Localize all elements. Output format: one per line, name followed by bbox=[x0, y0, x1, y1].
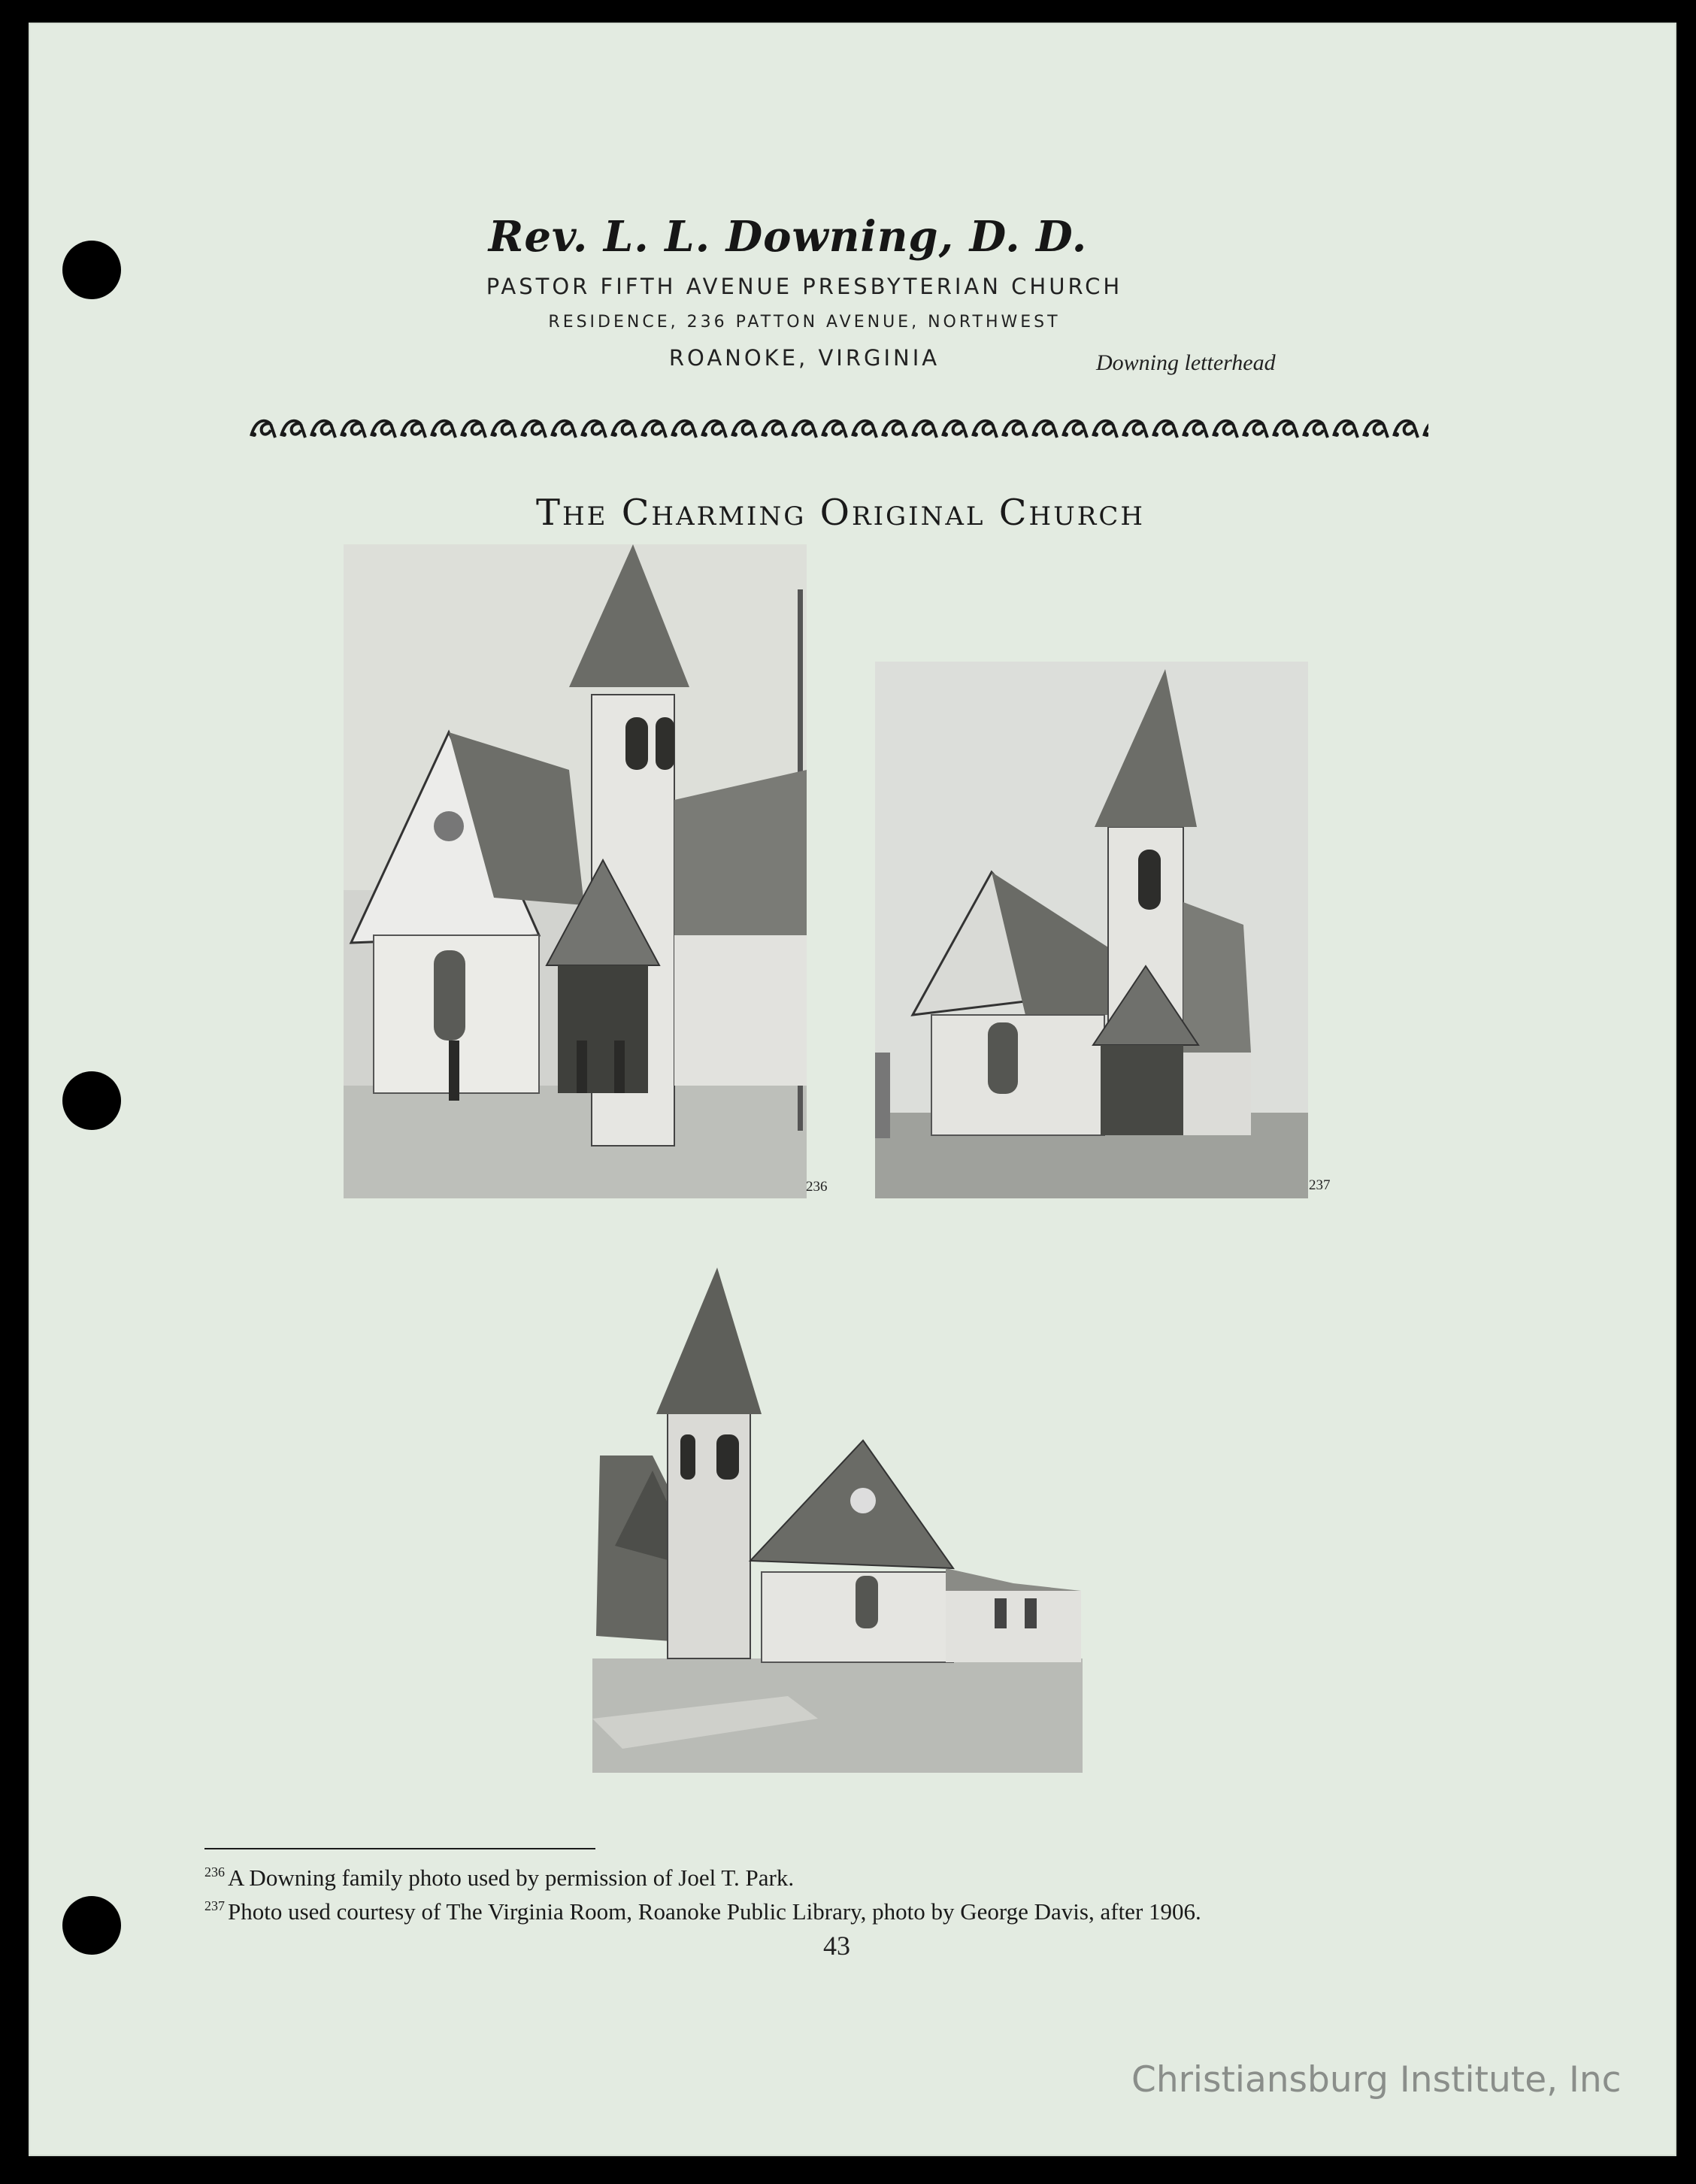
photo-label-237: 237 bbox=[1309, 1177, 1331, 1193]
letterhead-line-residence: RESIDENCE, 236 PATTON AVENUE, NORTHWEST bbox=[548, 313, 1061, 332]
ornamental-border bbox=[248, 412, 1428, 445]
footnote-text: Photo used courtesy of The Virginia Room, Roanoke Public Library, photo by George Davis, after 1906. bbox=[228, 1898, 1201, 1925]
letterhead-line-pastor: PASTOR FIFTH AVENUE PRESBYTERIAN CHURCH bbox=[486, 274, 1123, 299]
punch-hole-middle bbox=[62, 1071, 121, 1130]
page-number: 43 bbox=[823, 1931, 850, 1961]
footnote-rule bbox=[204, 1848, 595, 1849]
letterhead-name: Rev. L. L. Downing, D. D. bbox=[488, 212, 1088, 262]
church-photo-236 bbox=[344, 544, 807, 1198]
church-drawing-later bbox=[592, 1268, 1083, 1773]
letterhead-caption: Downing letterhead bbox=[1096, 350, 1276, 375]
photo-label-236: 236 bbox=[806, 1179, 828, 1195]
letterhead-line-city: ROANOKE, VIRGINIA bbox=[668, 345, 940, 371]
footnote-236 bbox=[204, 1864, 794, 1892]
church-photo-237 bbox=[875, 662, 1308, 1198]
page-title: The Charming Original Church bbox=[535, 492, 1146, 534]
footnote-number: 237 bbox=[204, 1898, 225, 1913]
document-page bbox=[29, 23, 1676, 2156]
punch-hole-bottom bbox=[62, 1896, 121, 1955]
footnote-237 bbox=[204, 1898, 1201, 1925]
footnote-number: 236 bbox=[204, 1864, 225, 1880]
footnote-text: A Downing family photo used by permission of Joel T. Park. bbox=[228, 1864, 795, 1891]
watermark: Christiansburg Institute, Inc bbox=[1131, 2059, 1622, 2101]
